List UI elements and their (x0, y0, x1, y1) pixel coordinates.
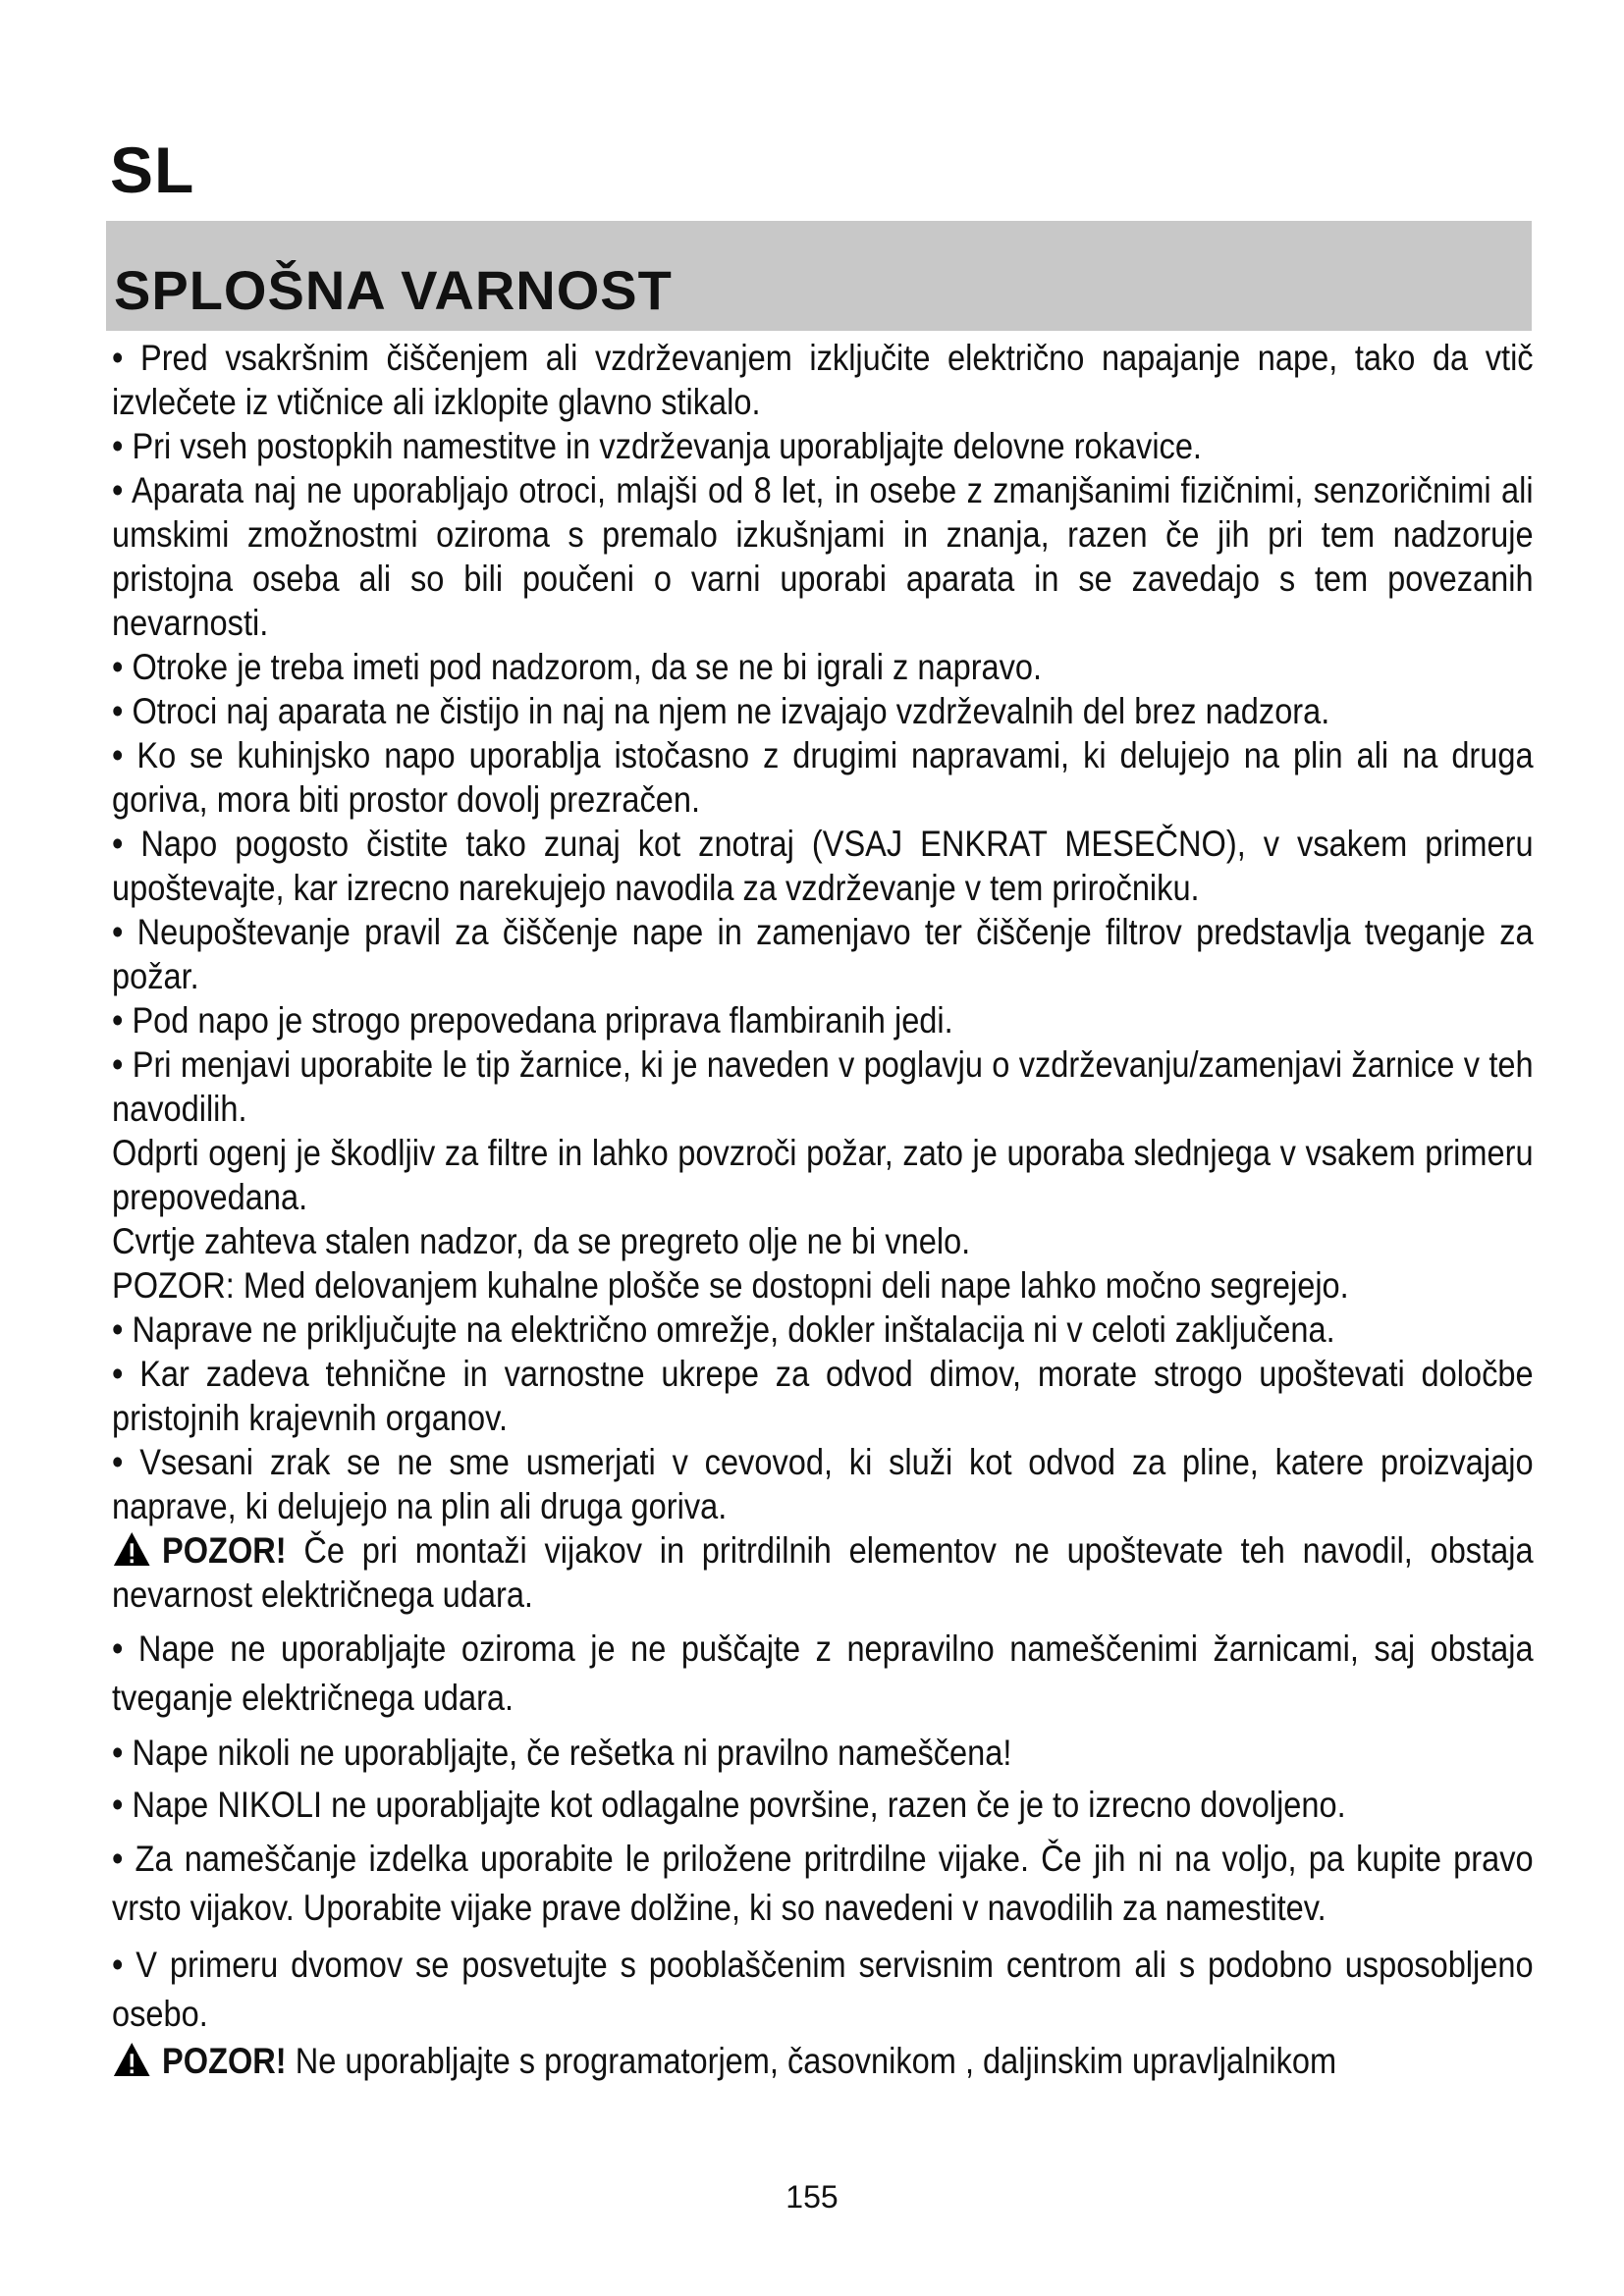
warning-triangle-icon (112, 1531, 151, 1567)
paragraph: • Nape nikoli ne uporabljajte, če rešetka ni pravilno nameščena! (112, 1733, 1012, 1773)
paragraph: • Kar zadeva tehnične in varnostne ukrepe za odvod dimov, morate strogo upoštevati določbe pristojnih krajevnih organov. (112, 1354, 1534, 1438)
section-title: SPLOŠNA VARNOST (114, 259, 673, 321)
paragraph: • Naprave ne priključujte na električno omrežje, dokler inštalacija ni v celoti zaključena. (112, 1309, 1335, 1350)
paragraph: • V primeru dvomov se posvetujte s pooblaščenim servisnim centrom ali s podobno usposobljeno osebo. (112, 1945, 1534, 2034)
paragraph: • Nape NIKOLI ne uporabljajte kot odlagalne površine, razen če je to izrecno dovoljeno. (112, 1785, 1346, 1825)
paragraph: • Otroci naj aparata ne čistijo in naj na njem ne izvajajo vzdrževalnih del brez nadzora. (112, 691, 1330, 731)
paragraph: Odprti ogenj je škodljiv za filtre in lahko povzroči požar, zato je uporaba slednjega v vsakem primeru prepovedana. (112, 1133, 1534, 1217)
paragraph: • Pred vsakršnim čiščenjem ali vzdrževanjem izključite električno napajanje nape, tako da vtič izvlečete iz vtičnice ali izklopite glavno stikalo. (112, 338, 1534, 422)
paragraph: • Pri vseh postopkih namestitve in vzdrževanja uporabljajte delovne rokavice. (112, 426, 1202, 466)
paragraph: • Vsesani zrak se ne sme usmerjati v cevovod, ki služi kot odvod za pline, katere proizvajajo naprave, ki delujejo na plin ali druga goriva. (112, 1442, 1534, 1526)
paragraph: • Za nameščanje izdelka uporabite le priložene pritrdilne vijake. Če jih ni na voljo, pa kupite pravo vrsto vijakov. Uporabite vijake prave dolžine, ki so navedeni v navodilih za namestitev. (112, 1839, 1534, 1928)
paragraph: • Napo pogosto čistite tako zunaj kot znotraj (VSAJ ENKRAT MESEČNO), v vsakem primeru upoštevajte, kar izrecno narekujejo navodila za vzdrževanje v tem priročniku. (112, 824, 1534, 908)
warning-paragraph (112, 1528, 1534, 1617)
paragraph: • Pri menjavi uporabite le tip žarnice, ki je naveden v poglavju o vzdrževanju/zamenjavi žarnice v teh navodilih. (112, 1044, 1534, 1129)
warning-text: Ne uporabljajte s programatorjem, časovnikom , daljinskim upravljalnikom (286, 2041, 1337, 2081)
warning-paragraph (112, 2039, 1534, 2083)
paragraph: Cvrtje zahteva stalen nadzor, da se pregreto olje ne bi vnelo. (112, 1221, 971, 1261)
warning-text: Če pri montaži vijakov in pritrdilnih elementov ne upoštevate teh navodil, obstaja nevarnost električnega udara. (112, 1530, 1534, 1615)
language-code: SL (110, 133, 195, 206)
paragraph: • Pod napo je strogo prepovedana priprava flambiranih jedi. (112, 1000, 953, 1041)
paragraph: • Neupoštevanje pravil za čiščenje nape in zamenjavo ter čiščenje filtrov predstavlja tveganje za požar. (112, 912, 1534, 996)
paragraph: • Ko se kuhinjsko napo uporablja istočasno z drugimi napravami, ki delujejo na plin ali na druga goriva, mora biti prostor dovolj prezračen. (112, 735, 1534, 820)
page-number: 155 (785, 2179, 839, 2215)
warning-label: POZOR! (162, 2041, 287, 2081)
paragraph: • Aparata naj ne uporabljajo otroci, mlajši od 8 let, in osebe z zmanjšanimi fizičnimi, senzoričnimi ali umskimi zmožnostmi oziroma s premalo izkušnjami in znanja, razen če jih pri tem nadzoruje pristojna oseba ali so bili poučeni o varni uporabi aparata in se zavedajo s tem povezanih nevarnosti. (112, 470, 1534, 643)
warning-triangle-icon (112, 2042, 151, 2077)
paragraph: POZOR: Med delovanjem kuhalne plošče se dostopni deli nape lahko močno segrejejo. (112, 1265, 1349, 1306)
paragraph: • Otroke je treba imeti pod nadzorom, da se ne bi igrali z napravo. (112, 647, 1043, 687)
warning-label: POZOR! (162, 1530, 287, 1571)
paragraph: • Nape ne uporabljajte oziroma je ne puščajte z nepravilno nameščenimi žarnicami, saj obstaja tveganje električnega udara. (112, 1629, 1534, 1718)
safety-text-body (112, 336, 1534, 2083)
